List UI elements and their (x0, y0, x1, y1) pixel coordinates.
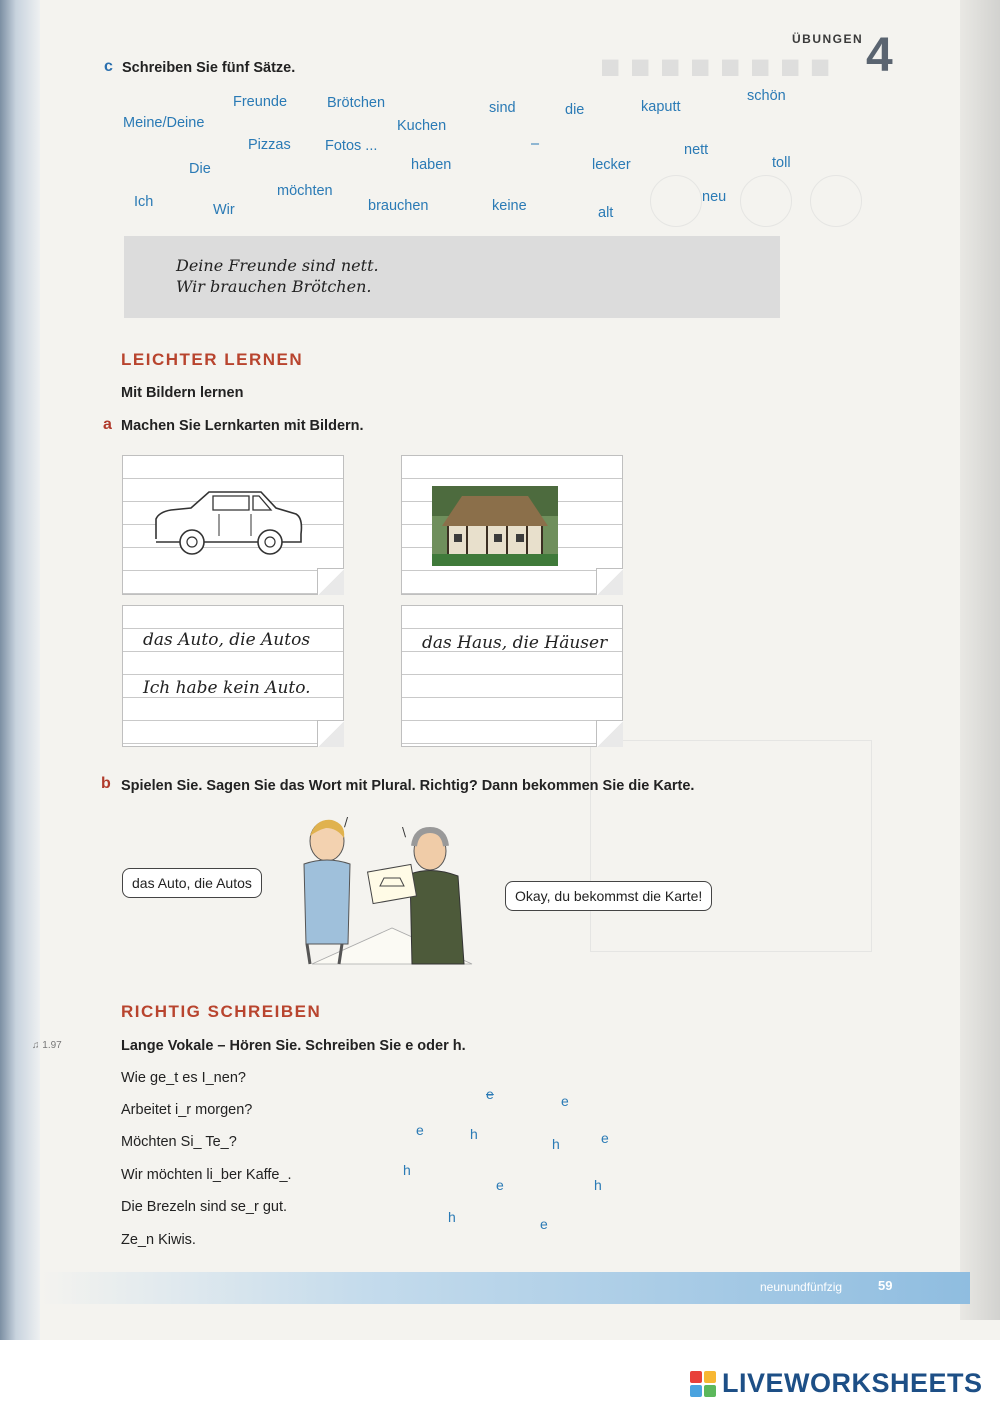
exercise-letter: c (104, 58, 113, 75)
word-chip[interactable]: – (531, 136, 540, 152)
scan-right-edge (960, 0, 1000, 1320)
fill-sentence[interactable]: Wir möchten li_ber Kaffe_. (121, 1167, 292, 1183)
drag-letter[interactable]: h (448, 1209, 456, 1225)
word-chip[interactable]: Die (189, 161, 211, 177)
fill-sentence[interactable]: Wie ge_t es I_nen? (121, 1070, 246, 1086)
brand-logo (690, 1368, 983, 1399)
audio-track[interactable]: ♫ 1.97 (32, 1040, 62, 1051)
word-chip[interactable]: Pizzas (248, 137, 291, 153)
word-chip[interactable]: Fotos ... (325, 138, 378, 154)
word-chip[interactable]: schön (747, 88, 786, 104)
chapter-number: 4 (866, 29, 893, 82)
fill-sentence[interactable]: Arbeitet i_r morgen? (121, 1102, 253, 1118)
word-chip[interactable]: Meine/Deine (123, 115, 205, 131)
word-chip[interactable]: sind (489, 100, 516, 116)
audio-track-number: 1.97 (42, 1040, 62, 1051)
drag-letter[interactable]: h (552, 1136, 560, 1152)
card-fold (596, 568, 623, 595)
word-chip[interactable]: die (565, 102, 585, 118)
exercise-instruction: Lange Vokale – Hören Sie. Schreiben Sie e oder h. (121, 1038, 466, 1054)
card-fold (317, 720, 344, 747)
drag-letter[interactable]: e (496, 1177, 504, 1193)
people-illustration (282, 816, 482, 966)
fill-sentence[interactable]: Die Brezeln sind se_r gut. (121, 1199, 288, 1215)
drag-letter[interactable]: e (540, 1216, 548, 1232)
speech-bubble-right: Okay, du bekommst die Karte! (505, 881, 712, 911)
word-chip[interactable]: lecker (592, 157, 631, 173)
svg-text:/: / (344, 816, 349, 829)
word-chip[interactable]: Freunde (233, 94, 288, 110)
drag-letter[interactable]: e (601, 1130, 609, 1146)
flashcard-back (401, 605, 623, 747)
flashcard-back (122, 605, 344, 747)
show-through-circle (740, 175, 792, 227)
drag-letter[interactable]: e (486, 1086, 494, 1102)
exercise-letter: b (101, 775, 111, 792)
exercise-instruction: Schreiben Sie fünf Sätze. (122, 60, 296, 76)
fill-sentence[interactable]: Ze_n Kiwis. (121, 1232, 196, 1248)
word-chip[interactable]: Kuchen (397, 118, 447, 134)
word-chip[interactable]: toll (772, 155, 791, 171)
liveworksheets-icon (690, 1371, 716, 1397)
svg-text:\: \ (402, 825, 407, 839)
word-chip[interactable]: Brötchen (327, 95, 386, 111)
exercise-instruction: Machen Sie Lernkarten mit Bildern. (121, 418, 364, 434)
page-number: 59 (878, 1278, 893, 1293)
word-chip[interactable]: Wir (213, 202, 235, 218)
flashcard-front (122, 455, 344, 595)
section-title: LEICHTER LERNEN (121, 350, 304, 369)
exercise-letter: a (103, 416, 112, 433)
word-chip[interactable]: nett (684, 142, 709, 158)
word-chip[interactable]: neu (702, 189, 727, 205)
drag-letter[interactable]: h (470, 1126, 478, 1142)
word-chip[interactable]: kaputt (641, 99, 681, 115)
drag-letter[interactable]: h (403, 1162, 411, 1178)
word-chip[interactable]: möchten (277, 183, 333, 199)
house-photo-icon (432, 486, 558, 566)
card-text: Ich habe kein Auto. (143, 678, 311, 698)
show-through-box (590, 740, 872, 952)
word-chip[interactable]: alt (598, 205, 614, 221)
scan-shadow-edge (0, 0, 40, 1340)
brand-name: LIVEWORKSHEETS (722, 1368, 983, 1398)
word-chip[interactable]: Ich (134, 194, 154, 210)
word-chip[interactable]: haben (411, 157, 452, 173)
subheading: Mit Bildern lernen (121, 385, 244, 401)
page-number-words: neunundfünfzig (760, 1280, 843, 1294)
card-fold (596, 720, 623, 747)
show-through: ■ ■ ■ ■ ■ ■ ■ ■ (600, 48, 831, 86)
drag-letter[interactable]: h (594, 1177, 602, 1193)
drag-letter[interactable]: e (561, 1093, 569, 1109)
drag-letter[interactable]: e (416, 1122, 424, 1138)
example-answer: Deine Freunde sind nett. (176, 256, 379, 275)
card-fold (317, 568, 344, 595)
word-chip[interactable]: keine (492, 198, 527, 214)
section-label: ÜBUNGEN (792, 32, 864, 46)
flashcard-front (401, 455, 623, 595)
section-title: RICHTIG SCHREIBEN (121, 1002, 322, 1021)
word-chip[interactable]: brauchen (368, 198, 429, 214)
example-answer: Wir brauchen Brötchen. (176, 277, 372, 296)
fill-sentence[interactable]: Möchten Si_ Te_? (121, 1134, 237, 1150)
card-text: das Auto, die Autos (143, 630, 311, 650)
exercise-instruction: Spielen Sie. Sagen Sie das Wort mit Plural. Richtig? Dann bekommen Sie die Karte. (121, 778, 695, 794)
show-through-circle (810, 175, 862, 227)
card-text: das Haus, die Häuser (422, 633, 608, 653)
show-through-circle (650, 175, 702, 227)
car-drawing-icon (151, 484, 311, 564)
speech-bubble-left: das Auto, die Autos (122, 868, 262, 898)
